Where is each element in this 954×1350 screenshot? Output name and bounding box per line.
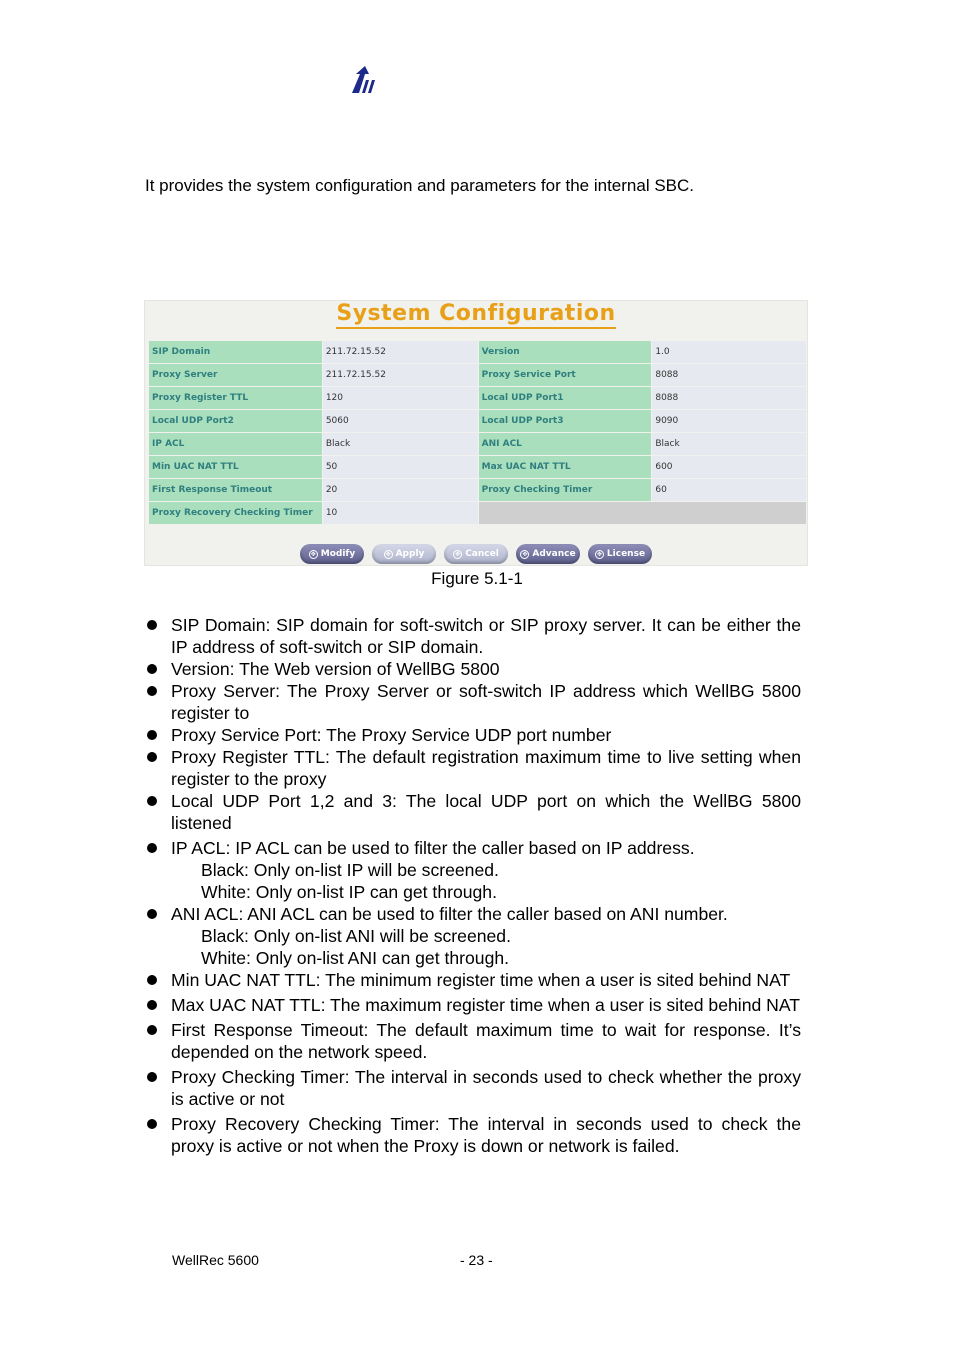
bullet-subitem: White: Only on-list ANI can get through.: [201, 948, 510, 968]
dpad-icon: ✥: [310, 550, 316, 558]
bullet-item: [145, 724, 801, 746]
modify-button[interactable]: [300, 544, 364, 564]
bullet-subitem: White: Only on-list IP can get through.: [201, 882, 497, 902]
bullet-text: Proxy Service Port: The Proxy Service UDP port number: [171, 725, 612, 745]
config-row: [149, 387, 806, 409]
bullet-dot-icon: [147, 664, 157, 674]
bullet-item: [145, 903, 801, 925]
bullet-item: [145, 658, 801, 680]
system-configuration-screenshot: [144, 300, 808, 566]
bullet-dot-icon: [147, 730, 157, 740]
bullet-dot-icon: [147, 975, 157, 985]
footer-product: WellRec 5600: [172, 1252, 259, 1268]
bullet-text: Proxy Checking Timer: The interval in seconds used to check whether the proxy is active or not: [171, 1067, 801, 1109]
bullet-item: [145, 1019, 801, 1063]
bullet-item: [145, 790, 801, 834]
config-label: First Response Timeout: [149, 479, 322, 501]
config-label: Max UAC NAT TTL: [479, 456, 652, 478]
config-value: Black: [323, 433, 478, 455]
config-value: 1.0: [652, 341, 806, 363]
config-value: 60: [652, 479, 806, 501]
config-value: 10: [323, 502, 478, 524]
bullet-dot-icon: [147, 1119, 157, 1129]
footer-page-number: - 23 -: [460, 1252, 493, 1268]
config-label: IP ACL: [149, 433, 322, 455]
cancel-button[interactable]: [444, 544, 508, 564]
config-value: 9090: [652, 410, 806, 432]
bullet-text: Version: The Web version of WellBG 5800: [171, 659, 500, 679]
bullet-text: Proxy Register TTL: The default registration maximum time to live setting when register to the proxy: [171, 747, 801, 789]
button-label: License: [606, 549, 646, 559]
bullet-text: Min UAC NAT TTL: The minimum register time when a user is sited behind NAT: [171, 970, 791, 990]
config-value: 211.72.15.52: [323, 364, 478, 386]
bullet-dot-icon: [147, 1072, 157, 1082]
bullet-dot-icon: [147, 752, 157, 762]
bullet-dot-icon: [147, 686, 157, 696]
config-label: Version: [479, 341, 652, 363]
intro-paragraph: It provides the system configuration and parameters for the internal SBC.: [145, 176, 694, 195]
bullet-text: ANI ACL: ANI ACL can be used to filter the caller based on ANI number.: [171, 904, 728, 924]
bullet-list: [145, 614, 801, 1157]
apply-button[interactable]: [372, 544, 436, 564]
button-label: Apply: [395, 549, 425, 559]
bullet-subitem: Black: Only on-list ANI will be screened.: [201, 926, 511, 946]
bullet-text: Proxy Recovery Checking Timer: The interval in seconds used to check the proxy is active or not when the Proxy is down or network is failed.: [171, 1114, 801, 1156]
bullet-item: [145, 746, 801, 790]
button-label: Cancel: [465, 549, 499, 559]
bullet-dot-icon: [147, 1000, 157, 1010]
dpad-icon: ✥: [596, 550, 602, 558]
config-table: [148, 340, 807, 525]
bullet-dot-icon: [147, 909, 157, 919]
config-label: Local UDP Port3: [479, 410, 652, 432]
bullet-item: [145, 614, 801, 658]
config-label: Local UDP Port1: [479, 387, 652, 409]
bullet-dot-icon: [147, 1025, 157, 1035]
config-value: 600: [652, 456, 806, 478]
bullet-text: Max UAC NAT TTL: The maximum register time when a user is sited behind NAT: [171, 995, 801, 1015]
bullet-item: [145, 969, 801, 991]
config-title: System Configuration: [145, 301, 807, 326]
config-label: ANI ACL: [479, 433, 652, 455]
figure-caption: Figure 5.1-1: [431, 569, 523, 588]
bullet-dot-icon: [147, 843, 157, 853]
license-button[interactable]: [588, 544, 652, 564]
company-logo-icon: [348, 66, 378, 94]
config-value: 211.72.15.52: [323, 341, 478, 363]
dpad-icon: ✥: [385, 550, 391, 558]
config-value: 8088: [652, 387, 806, 409]
bullet-item: [145, 680, 801, 724]
config-value: Black: [652, 433, 806, 455]
config-row: [149, 502, 806, 524]
bullet-dot-icon: [147, 796, 157, 806]
bullet-text: Local UDP Port 1,2 and 3: The local UDP port on which the WellBG 5800 listened: [171, 791, 801, 833]
advance-button[interactable]: [516, 544, 580, 564]
config-empty-cell: [479, 502, 806, 524]
button-bar: [300, 544, 652, 564]
config-row: [149, 341, 806, 363]
config-row: [149, 456, 806, 478]
config-label: Proxy Recovery Checking Timer: [149, 502, 322, 524]
config-value: 120: [323, 387, 478, 409]
config-row: [149, 364, 806, 386]
dpad-icon: ✥: [522, 550, 528, 558]
config-value: 20: [323, 479, 478, 501]
config-value: 5060: [323, 410, 478, 432]
bullet-dot-icon: [147, 620, 157, 630]
bullet-item: [145, 1066, 801, 1110]
config-label: Local UDP Port2: [149, 410, 322, 432]
config-value: 8088: [652, 364, 806, 386]
button-label: Modify: [320, 549, 356, 559]
config-label: SIP Domain: [149, 341, 322, 363]
bullet-text: First Response Timeout: The default maximum time to wait for response. It’s depended on the network speed.: [171, 1020, 801, 1062]
bullet-item: [145, 1113, 801, 1157]
button-label: Advance: [532, 549, 576, 559]
bullet-item: [145, 837, 801, 859]
dpad-icon: ✥: [455, 550, 461, 558]
config-label: Min UAC NAT TTL: [149, 456, 322, 478]
bullet-text: Proxy Server: The Proxy Server or soft-switch IP address which WellBG 5800 register to: [171, 681, 801, 723]
config-row: [149, 433, 806, 455]
config-label: Proxy Register TTL: [149, 387, 322, 409]
bullet-text: IP ACL: IP ACL can be used to filter the caller based on IP address.: [171, 838, 695, 858]
bullet-item: [145, 994, 801, 1016]
config-row: [149, 410, 806, 432]
bullet-subitem: Black: Only on-list IP will be screened.: [201, 860, 499, 880]
config-label: Proxy Service Port: [479, 364, 652, 386]
config-label: Proxy Checking Timer: [479, 479, 652, 501]
bullet-text: SIP Domain: SIP domain for soft-switch or SIP proxy server. It can be either the IP address of soft-switch or SIP domain.: [171, 615, 801, 657]
config-value: 50: [323, 456, 478, 478]
config-row: [149, 479, 806, 501]
config-label: Proxy Server: [149, 364, 322, 386]
